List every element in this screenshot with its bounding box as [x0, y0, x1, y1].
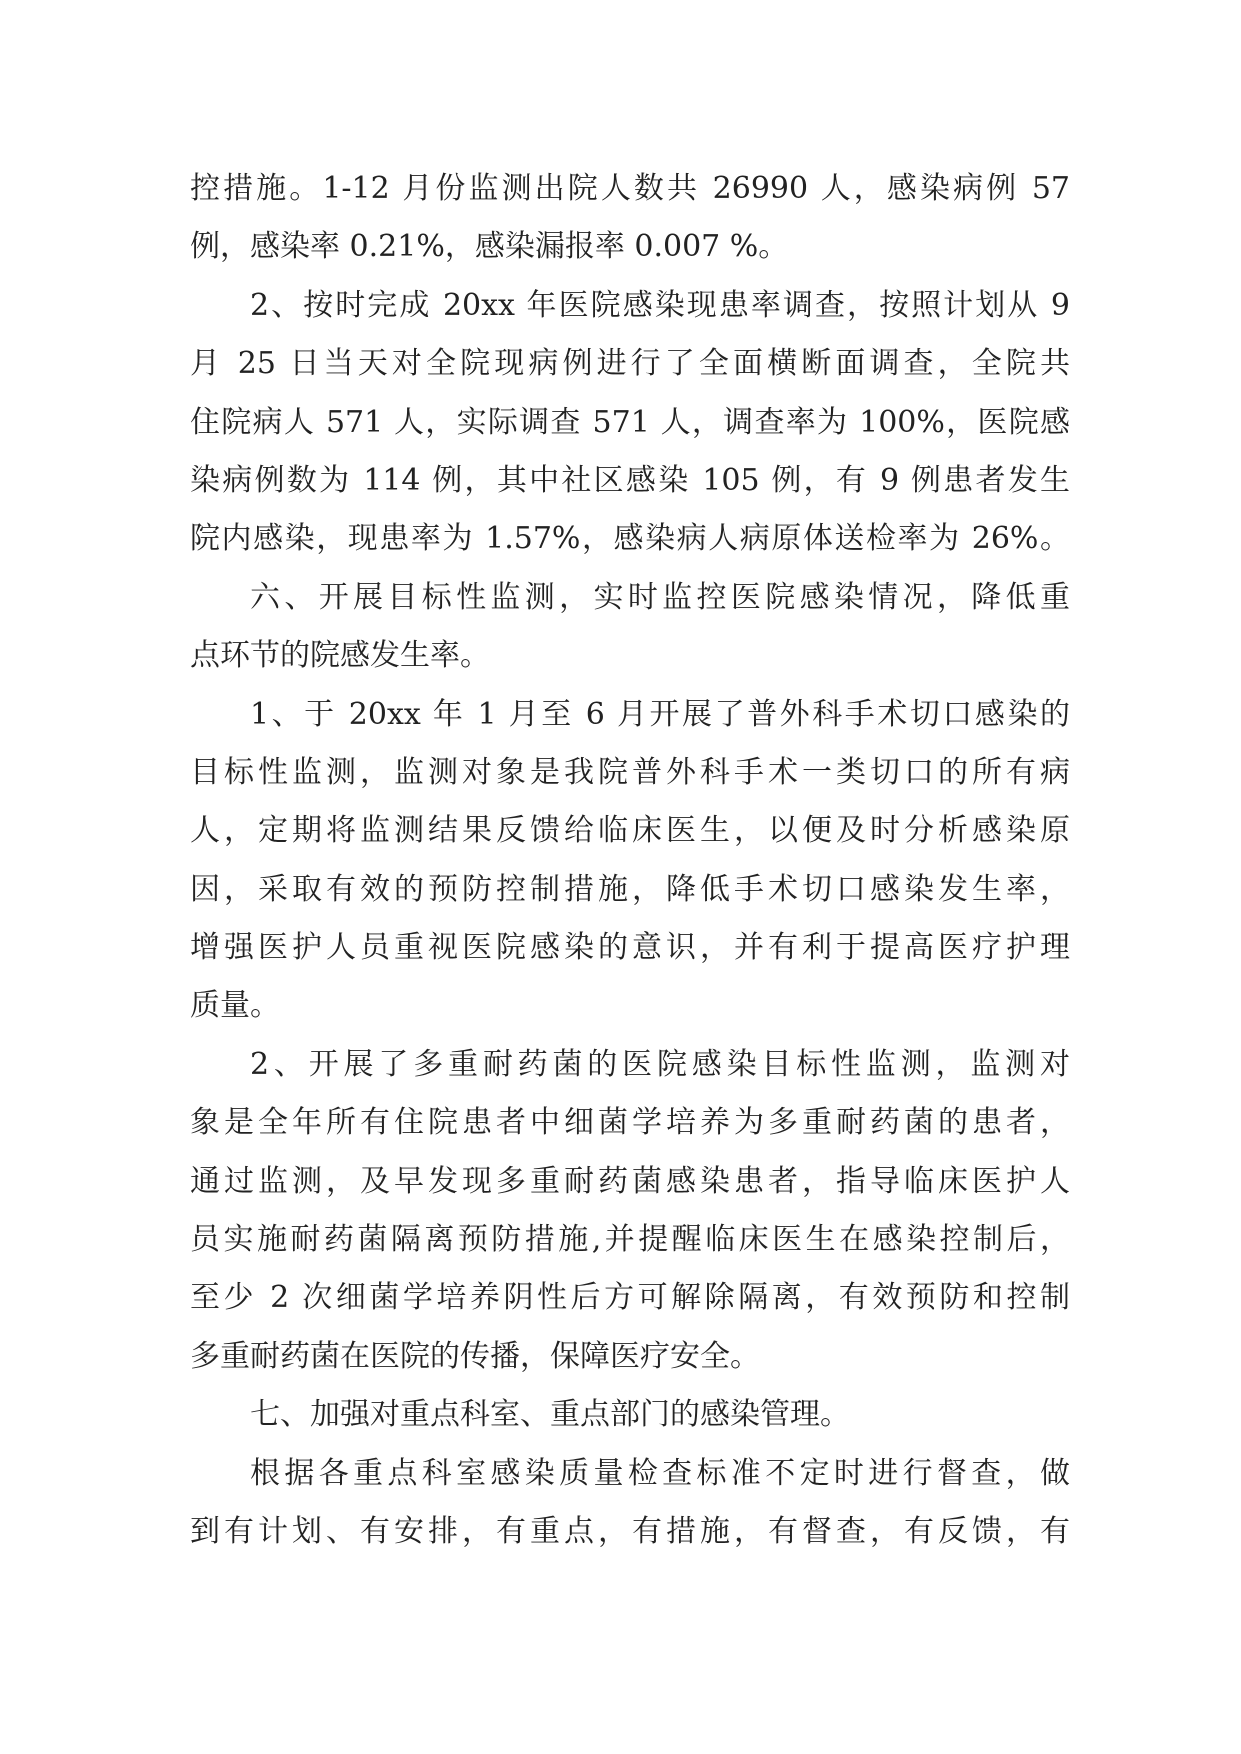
text-line: 质量。: [190, 988, 280, 1024]
document-body: [190, 160, 1070, 1561]
text-line: 1、于 20xx 年 1 月至 6 月开展了普外科手术切口感染的: [250, 696, 1070, 732]
text-line: 院内感染，现患率为 1.57%，感染病人病原体送检率为 26%。: [190, 521, 1070, 557]
text-line: 六、开展目标性监测，实时监控医院感染情况，降低重: [250, 579, 1070, 615]
text-line: 至少 2 次细菌学培养阴性后方可解除隔离，有效预防和控制: [190, 1280, 1070, 1316]
text-line: 增强医护人员重视医院感染的意识，并有利于提高医疗护理: [190, 930, 1070, 966]
text-line: 2、开展了多重耐药菌的医院感染目标性监测，监测对: [250, 1046, 1070, 1082]
text-line: 通过监测，及早发现多重耐药菌感染患者，指导临床医护人: [190, 1163, 1070, 1199]
text-line: 2、按时完成 20xx 年医院感染现患率调查，按照计划从 9: [250, 287, 1070, 323]
text-line: 住院病人 571 人，实际调查 571 人，调查率为 100%，医院感: [190, 404, 1070, 440]
text-line: 点环节的院感发生率。: [190, 638, 490, 674]
text-line: 染病例数为 114 例，其中社区感染 105 例，有 9 例患者发生: [190, 462, 1070, 498]
text-line: 目标性监测，监测对象是我院普外科手术一类切口的所有病: [190, 754, 1070, 790]
text-line: 月 25 日当天对全院现病例进行了全面横断面调查，全院共: [190, 346, 1070, 382]
text-line: 因，采取有效的预防控制措施，降低手术切口感染发生率，: [190, 871, 1070, 907]
text-line: 到有计划、有安排，有重点，有措施，有督查，有反馈，有: [190, 1513, 1070, 1549]
text-line: 七、加强对重点科室、重点部门的感染管理。: [250, 1397, 850, 1433]
text-line: 员实施耐药菌隔离预防措施,并提醒临床医生在感染控制后，: [190, 1222, 1070, 1258]
text-line: 控措施。1-12 月份监测出院人数共 26990 人，感染病例 57: [190, 171, 1070, 206]
text-line: 根据各重点科室感染质量检查标准不定时进行督查，做: [250, 1455, 1070, 1491]
text-line: 例，感染率 0.21%，感染漏报率 0.007 %。: [190, 229, 789, 265]
text-line: 象是全年所有住院患者中细菌学培养为多重耐药菌的患者，: [190, 1105, 1070, 1141]
text-line: 多重耐药菌在医院的传播，保障医疗安全。: [190, 1338, 760, 1374]
text-line: 人，定期将监测结果反馈给临床医生，以便及时分析感染原: [190, 813, 1070, 849]
